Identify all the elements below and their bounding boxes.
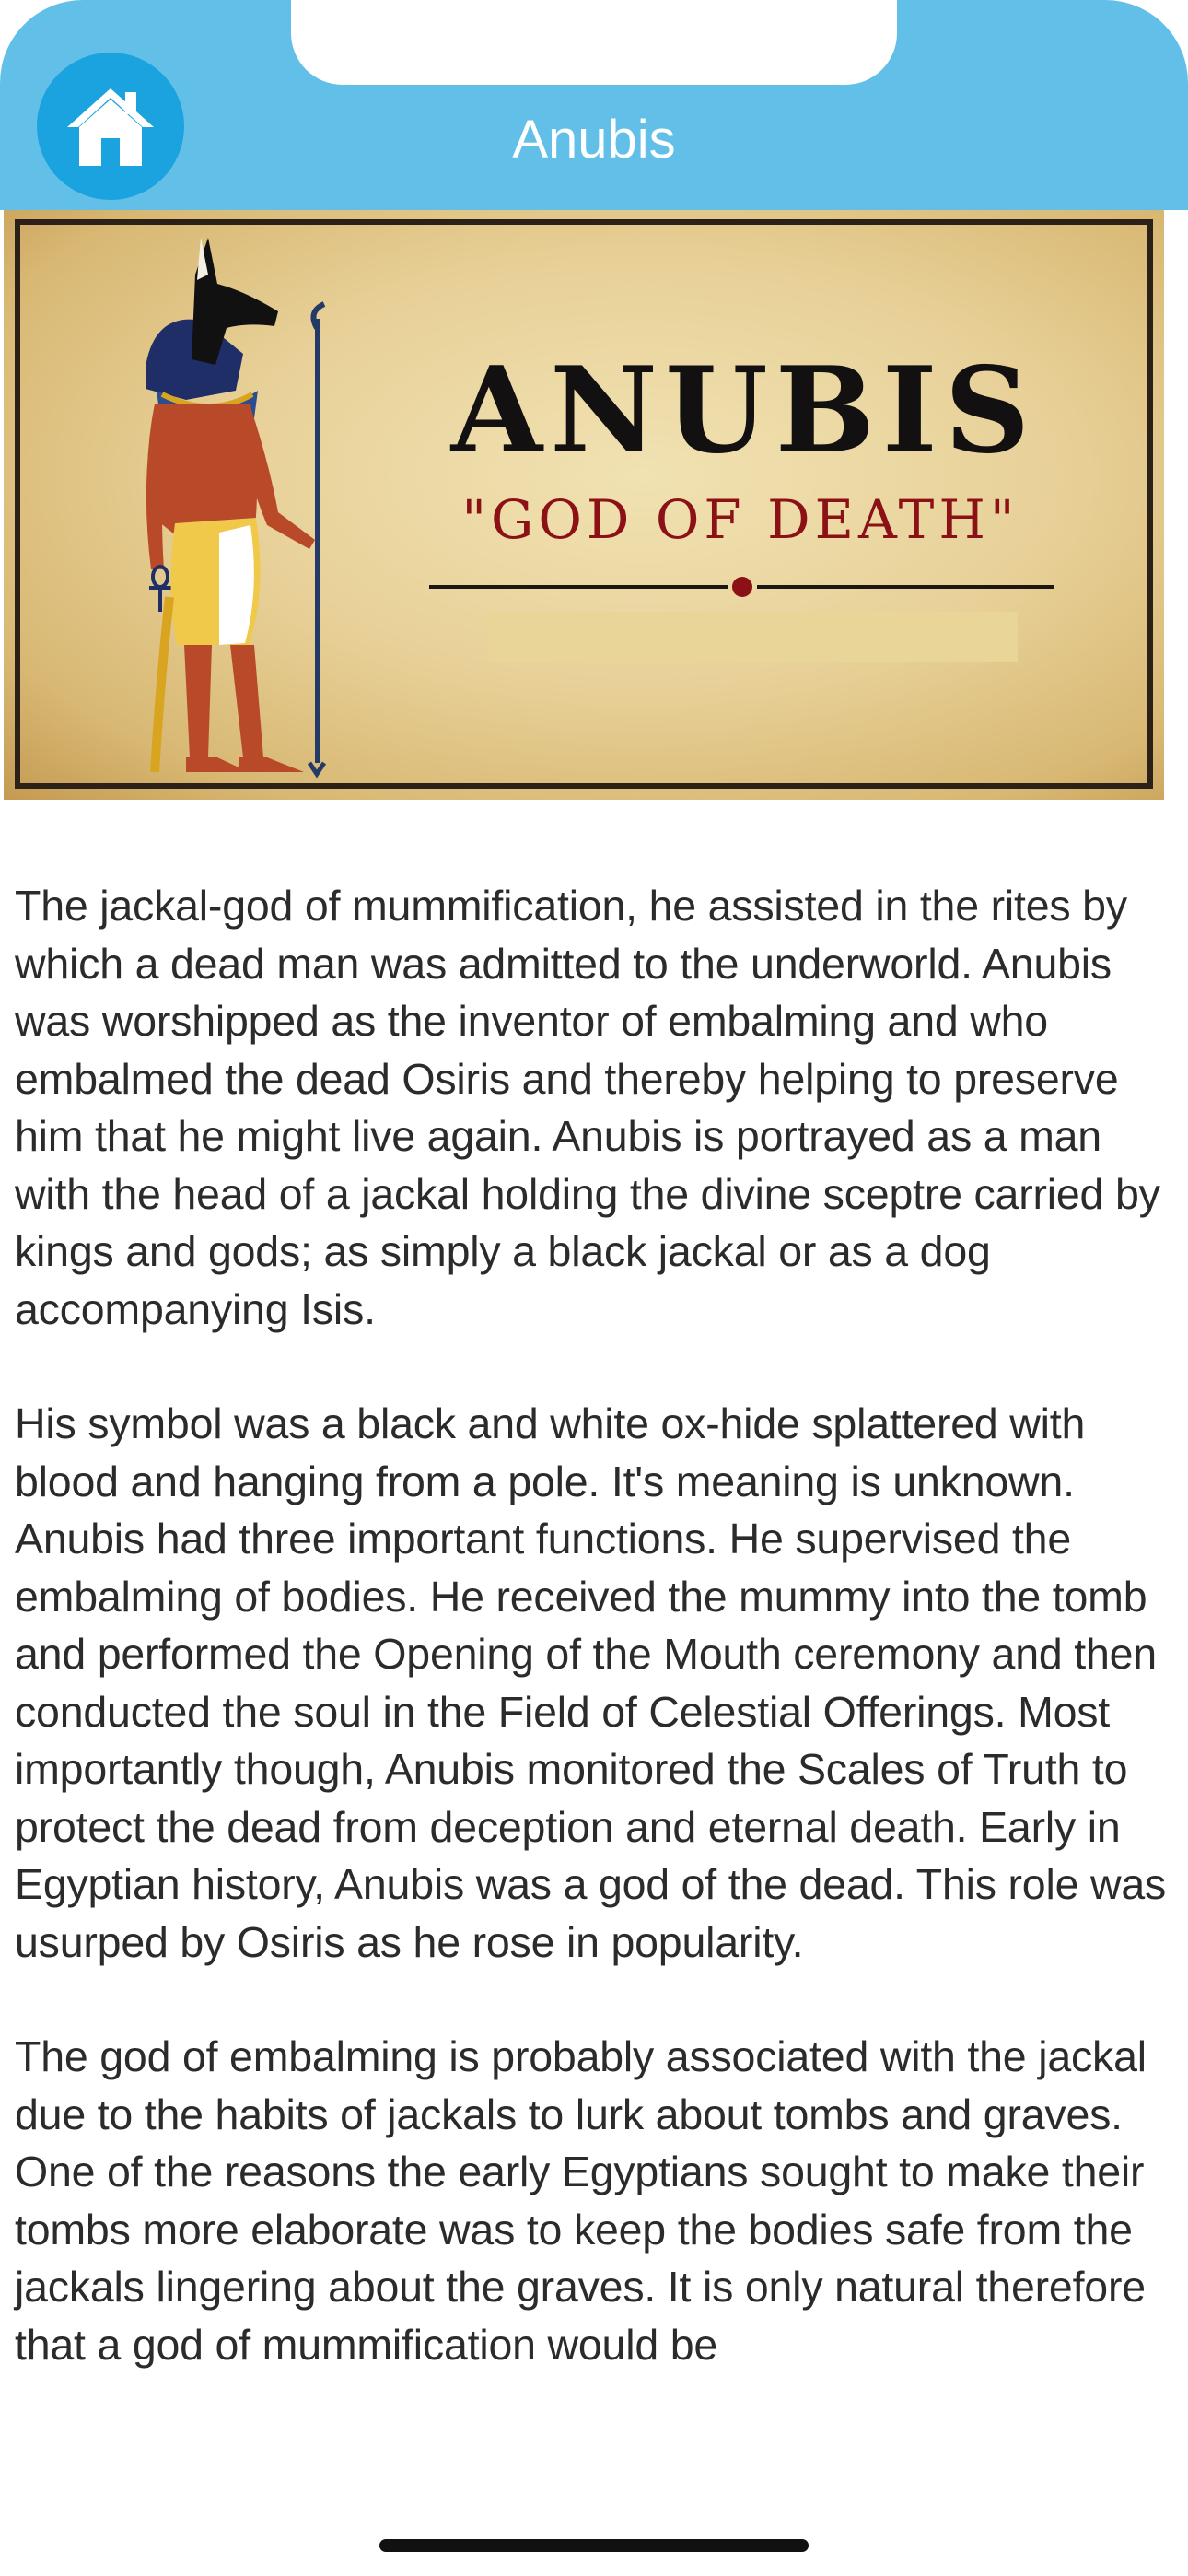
divider-dot xyxy=(732,577,752,597)
article-paragraph: His symbol was a black and white ox-hide splattered with blood and hanging from a pole. It's meaning is unknown. Anubis had three important functions. He supervised the embalming of bodies. He received the mummy into the tomb and performed the Opening of the Mouth ceremony and then conducted the soul in the Field of Celestial Offerings. Most importantly though, Anubis monitored the Scales of Truth to protect the dead from deception and eternal death. Early in Egyptian history, Anubis was a god of the dead. This role was usurped by Osiris as he rose in popularity. xyxy=(15,1399,1167,1966)
banner-placeholder-bar xyxy=(487,612,1018,662)
banner-subtitle: "GOD OF DEATH" xyxy=(461,488,1019,551)
article-paragraph: The god of embalming is probably associated with the jackal due to the habits of jackals to lurk about tombs and graves. One of the reasons the early Egyptians sought to make their tombs more elaborate was to keep the bodies safe from the jackals lingering about the graves. It is only natural therefore that a god of mummification would be xyxy=(15,2032,1147,2369)
anubis-banner-image xyxy=(4,210,1164,800)
page-title: Anubis xyxy=(512,110,676,170)
divider-rule-left xyxy=(429,585,728,589)
anubis-figure-illustration xyxy=(96,210,363,800)
banner-title: ANUBIS xyxy=(450,342,1038,480)
divider-rule-right xyxy=(757,585,1054,589)
article-paragraph: The jackal-god of mummification, he assisted in the rites by which a dead man was admitted to the underworld. Anubis was worshipped as the inventor of embalming and who embalmed the dead Osiris and thereby helping to preserve him that he might live again. Anubis is portrayed as a man with the head of a jackal holding the divine sceptre carried by kings and gods; as simply a black jackal or as a dog accompanying Isis. xyxy=(15,882,1160,1333)
device-notch xyxy=(291,0,897,85)
article-body xyxy=(15,877,1177,2430)
home-indicator[interactable] xyxy=(379,2539,809,2552)
app-header xyxy=(0,0,1188,210)
